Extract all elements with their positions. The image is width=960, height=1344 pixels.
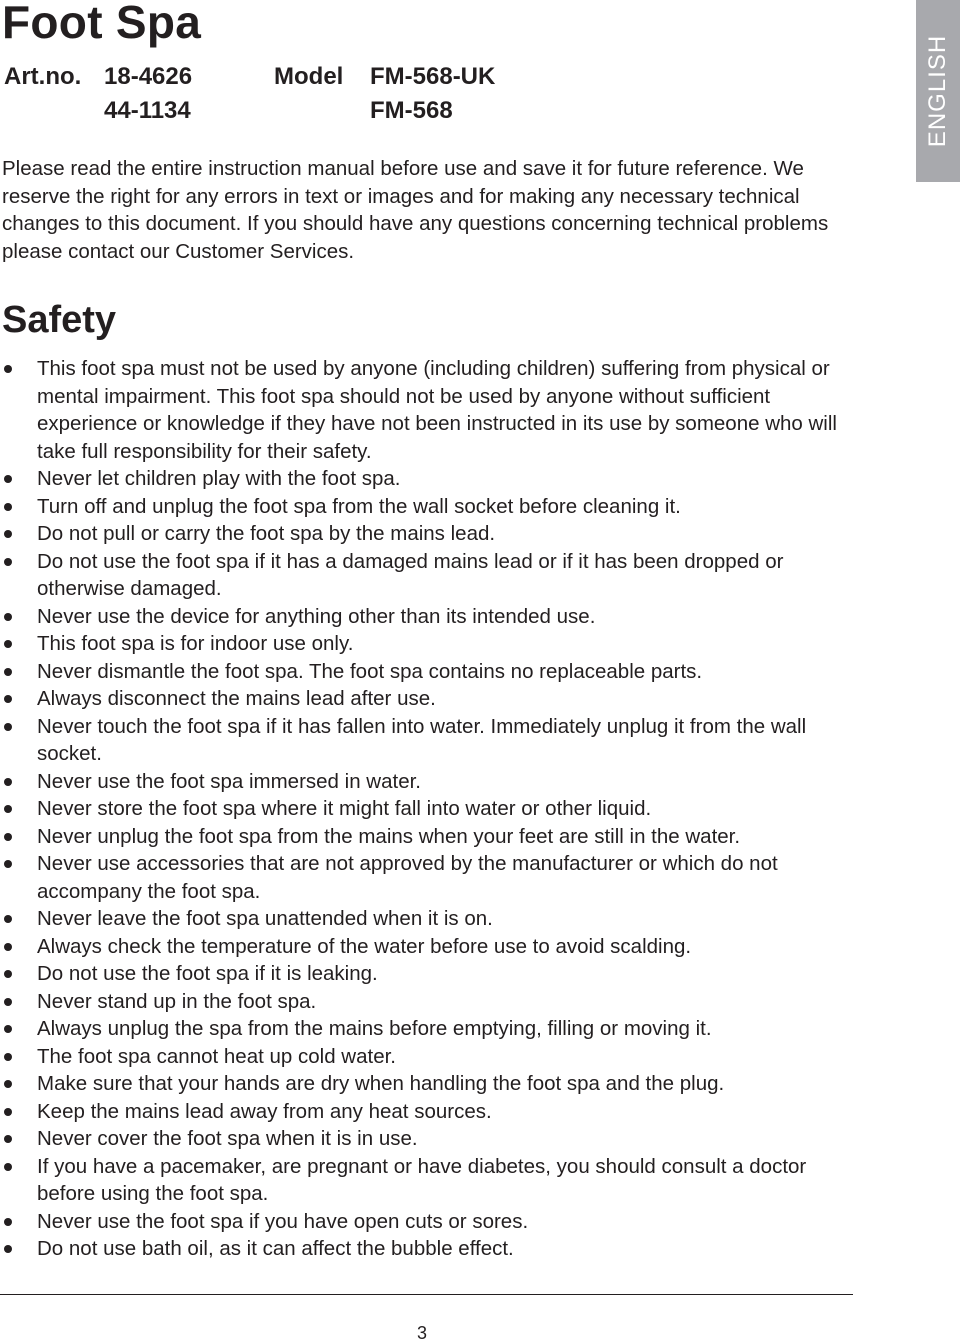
- safety-list-item: [0, 1043, 860, 1071]
- bullet-icon: [4, 1135, 12, 1143]
- safety-item-text: Always disconnect the mains lead after use.: [37, 687, 436, 710]
- safety-list: [0, 355, 860, 1263]
- safety-item-text: Always check the temperature of the water before use to avoid scalding.: [37, 934, 692, 958]
- intro-paragraph: Please read the entire instruction manual before use and save it for future reference. We reserve the right for any errors in text or images and for making any necessary technical changes to this document. If you should have any questions concerning technical problems please contact our Customer Services.: [2, 157, 829, 263]
- bullet-icon: [4, 970, 12, 978]
- safety-item-text: Do not pull or carry the foot spa by the mains lead.: [37, 522, 496, 545]
- art-no-value: 44-1134: [104, 97, 191, 124]
- safety-list-item: [0, 520, 860, 548]
- safety-list-item: [0, 355, 860, 465]
- safety-item-text: Never leave the foot spa unattended when it is on.: [37, 907, 493, 930]
- bullet-icon: [4, 1245, 12, 1253]
- safety-item-text: This foot spa must not be used by anyone (including children) suffering from physical or mental impairment. This foot spa should not be used by anyone without sufficient experience or knowledge if they have not been instructed in its use by someone who will take full responsibility for their safety.: [37, 357, 837, 463]
- safety-list-item: [0, 1015, 860, 1043]
- safety-item-text: This foot spa is for indoor use only.: [37, 632, 354, 655]
- safety-list-item: [0, 1208, 860, 1236]
- bullet-icon: [4, 1218, 12, 1226]
- safety-list-item: [0, 465, 860, 493]
- safety-item-text: Never touch the foot spa if it has fallen into water. Immediately unplug it from the wall socket.: [37, 714, 807, 765]
- safety-item-text: Turn off and unplug the foot spa from the wall socket before cleaning it.: [37, 494, 681, 518]
- safety-list-item: [0, 850, 860, 905]
- bullet-icon: [4, 365, 12, 373]
- safety-list-item: [0, 768, 860, 796]
- safety-list-item: [0, 823, 860, 851]
- safety-item-text: Never store the foot spa where it might fall into water or other liquid.: [37, 797, 652, 820]
- model-label: Model: [274, 63, 344, 90]
- bullet-icon: [4, 860, 12, 868]
- bullet-icon: [4, 805, 12, 813]
- safety-item-text: Do not use the foot spa if it has a damaged mains lead or if it has been dropped or otherwise damaged.: [37, 549, 784, 600]
- bullet-icon: [4, 943, 12, 951]
- safety-item-text: Never let children play with the foot spa.: [37, 467, 401, 490]
- safety-list-item: [0, 988, 860, 1016]
- safety-item-text: If you have a pacemaker, are pregnant or have diabetes, you should consult a doctor before using the foot spa.: [37, 1154, 807, 1205]
- safety-list-item: [0, 1070, 860, 1098]
- safety-item-text: Never use the device for anything other than its intended use.: [37, 604, 596, 628]
- page-title: Foot Spa: [2, 0, 202, 48]
- bullet-icon: [4, 1053, 12, 1061]
- safety-list-item: [0, 630, 860, 658]
- safety-list-item: [0, 1235, 860, 1263]
- safety-list-item: [0, 548, 860, 603]
- language-tab: [916, 0, 960, 182]
- safety-item-text: Make sure that your hands are dry when handling the foot spa and the plug.: [37, 1072, 725, 1095]
- bullet-icon: [4, 668, 12, 676]
- bullet-icon: [4, 778, 12, 786]
- safety-list-item: [0, 658, 860, 686]
- safety-heading: Safety: [2, 299, 117, 341]
- bullet-icon: [4, 695, 12, 703]
- bullet-icon: [4, 1080, 12, 1088]
- safety-list-item: [0, 1125, 860, 1153]
- bullet-icon: [4, 833, 12, 841]
- bullet-icon: [4, 558, 12, 566]
- safety-list-item: [0, 795, 860, 823]
- footer-divider: [0, 1294, 853, 1295]
- safety-item-text: Never unplug the foot spa from the mains when your feet are still in the water.: [37, 824, 741, 848]
- art-no-value: 18-4626: [104, 63, 193, 90]
- page-number: 3: [417, 1323, 428, 1343]
- safety-item-text: The foot spa cannot heat up cold water.: [37, 1044, 396, 1068]
- bullet-icon: [4, 1163, 12, 1171]
- model-value: FM-568: [370, 97, 453, 124]
- safety-item-text: Never stand up in the foot spa.: [37, 989, 317, 1013]
- safety-item-text: Never cover the foot spa when it is in use.: [37, 1127, 418, 1150]
- safety-list-item: [0, 493, 860, 521]
- safety-item-text: Always unplug the spa from the mains before emptying, filling or moving it.: [37, 1017, 712, 1040]
- art-no-label: Art.no.: [4, 63, 82, 90]
- language-label: ENGLISH: [924, 34, 951, 148]
- bullet-icon: [4, 530, 12, 538]
- safety-item-text: Keep the mains lead away from any heat sources.: [37, 1099, 492, 1123]
- bullet-icon: [4, 998, 12, 1006]
- safety-list-item: [0, 603, 860, 631]
- safety-list-item: [0, 933, 860, 961]
- safety-item-text: Never use the foot spa if you have open cuts or sores.: [37, 1209, 529, 1233]
- bullet-icon: [4, 475, 12, 483]
- bullet-icon: [4, 640, 12, 648]
- safety-item-text: Do not use bath oil, as it can affect the bubble effect.: [37, 1237, 514, 1260]
- safety-list-item: [0, 713, 860, 768]
- safety-item-text: Never dismantle the foot spa. The foot spa contains no replaceable parts.: [37, 659, 703, 683]
- safety-item-text: Do not use the foot spa if it is leaking.: [37, 962, 378, 985]
- safety-list-item: [0, 960, 860, 988]
- safety-item-text: Never use accessories that are not approved by the manufacturer or which do not accompany the foot spa.: [37, 852, 778, 903]
- bullet-icon: [4, 1025, 12, 1033]
- bullet-icon: [4, 915, 12, 923]
- intro-section: [2, 155, 832, 265]
- bullet-icon: [4, 723, 12, 731]
- bullet-icon: [4, 613, 12, 621]
- safety-item-text: Never use the foot spa immersed in water.: [37, 769, 421, 793]
- safety-list-item: [0, 905, 860, 933]
- safety-list-item: [0, 1153, 860, 1208]
- safety-list-item: [0, 685, 860, 713]
- bullet-icon: [4, 1108, 12, 1116]
- safety-list-item: [0, 1098, 860, 1126]
- bullet-icon: [4, 503, 12, 511]
- model-value: FM-568-UK: [370, 63, 496, 90]
